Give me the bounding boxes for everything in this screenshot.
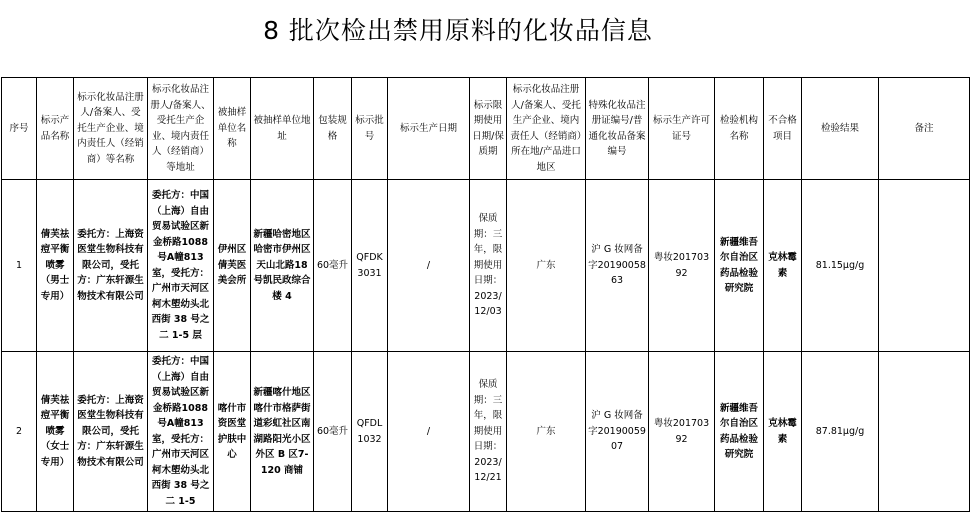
cell-prod-date: / bbox=[388, 180, 470, 352]
results-table bbox=[1, 77, 970, 512]
cell-address: 委托方：中国（上海）自由贸易试验区新金桥路1088号A幢813室，受托方：广州市天河区柯木塱幼头北西街 38 号之二 1-5 bbox=[148, 352, 214, 512]
header-cell: 不合格项目 bbox=[764, 78, 802, 180]
cell-note bbox=[879, 180, 970, 352]
header-cell: 标示产品名称 bbox=[37, 78, 74, 180]
header-cell: 特殊化妆品注册证编号/普通化妆品备案编号 bbox=[586, 78, 649, 180]
cell-item: 克林霉素 bbox=[764, 352, 802, 512]
cell-spec: 60毫升 bbox=[314, 180, 352, 352]
header-cell: 标示限期使用日期/保质期 bbox=[470, 78, 507, 180]
header-cell: 包装规格 bbox=[314, 78, 352, 180]
cell-batch: QFDK3031 bbox=[352, 180, 388, 352]
header-cell: 标示批号 bbox=[352, 78, 388, 180]
header-cell: 标示化妆品注册人/备案人、受托生产企业、境内责任人（经销商）所在地/产品进口地区 bbox=[507, 78, 586, 180]
cell-sampled-address: 新疆哈密地区哈密市伊州区天山北路18号凯民政综合楼 4 bbox=[251, 180, 314, 352]
table-row bbox=[2, 180, 970, 352]
header-cell: 标示生产许可证号 bbox=[649, 78, 715, 180]
cell-sampled-unit: 喀什市资医堂护肤中心 bbox=[214, 352, 251, 512]
cell-sampled-address: 新疆喀什地区喀什市格萨街道彩虹社区南湖路阳光小区外区 B 区7-120 商铺 bbox=[251, 352, 314, 512]
header-cell: 检验结果 bbox=[802, 78, 879, 180]
page-title: 8 批次检出禁用原料的化妆品信息 bbox=[263, 16, 653, 45]
cell-region: 广东 bbox=[507, 352, 586, 512]
cell-sampled-unit: 伊州区倩芙医美会所 bbox=[214, 180, 251, 352]
cell-prod-permit: 粤妆20170392 bbox=[649, 180, 715, 352]
header-cell: 序号 bbox=[2, 78, 37, 180]
cell-prod-date: / bbox=[388, 352, 470, 512]
cell-item: 克林霉素 bbox=[764, 180, 802, 352]
header-cell: 备注 bbox=[879, 78, 970, 180]
cell-product: 倩芙祛痘平衡喷雾（男士专用） bbox=[37, 180, 74, 352]
cell-spec: 60毫升 bbox=[314, 352, 352, 512]
cell-address: 委托方：中国（上海）自由贸易试验区新金桥路1088号A幢813室，受托方：广州市天河区柯木塱幼头北西街 38 号之二 1-5 层 bbox=[148, 180, 214, 352]
cell-expiry: 保质期：三年，限期使用日期：2023/12/21 bbox=[470, 352, 507, 512]
cell-result: 81.15μg/g bbox=[802, 180, 879, 352]
cell-product: 倩芙祛痘平衡喷雾（女士专用） bbox=[37, 352, 74, 512]
header-cell: 标示化妆品注册人/备案人、受托生产企业、境内责任人（经销商）等名称 bbox=[74, 78, 148, 180]
cell-result: 87.81μg/g bbox=[802, 352, 879, 512]
cell-note bbox=[879, 352, 970, 512]
table-header-row bbox=[2, 78, 970, 180]
cell-names: 委托方：上海资医堂生物科技有限公司，受托方：广东轩源生物技术有限公司 bbox=[74, 352, 148, 512]
header-cell: 被抽样单位地址 bbox=[251, 78, 314, 180]
cell-names: 委托方：上海资医堂生物科技有限公司，受托方：广东轩源生物技术有限公司 bbox=[74, 180, 148, 352]
cell-license-no: 沪 G 妆网备字2019005907 bbox=[586, 352, 649, 512]
cell-batch: QFDL1032 bbox=[352, 352, 388, 512]
cell-lab: 新疆维吾尔自治区药品检验研究院 bbox=[715, 180, 764, 352]
header-cell: 标示生产日期 bbox=[388, 78, 470, 180]
cell-prod-permit: 粤妆20170392 bbox=[649, 352, 715, 512]
cell-license-no: 沪 G 妆网备字2019005863 bbox=[586, 180, 649, 352]
cell-expiry: 保质期：三年，限期使用日期：2023/12/03 bbox=[470, 180, 507, 352]
header-cell: 被抽样单位名称 bbox=[214, 78, 251, 180]
header-cell: 标示化妆品注册人/备案人、受托生产企业、境内责任人（经销商）等地址 bbox=[148, 78, 214, 180]
cell-lab: 新疆维吾尔自治区药品检验研究院 bbox=[715, 352, 764, 512]
cell-no: 1 bbox=[2, 180, 37, 352]
cell-no: 2 bbox=[2, 352, 37, 512]
cell-region: 广东 bbox=[507, 180, 586, 352]
table-row bbox=[2, 352, 970, 512]
header-cell: 检验机构名称 bbox=[715, 78, 764, 180]
